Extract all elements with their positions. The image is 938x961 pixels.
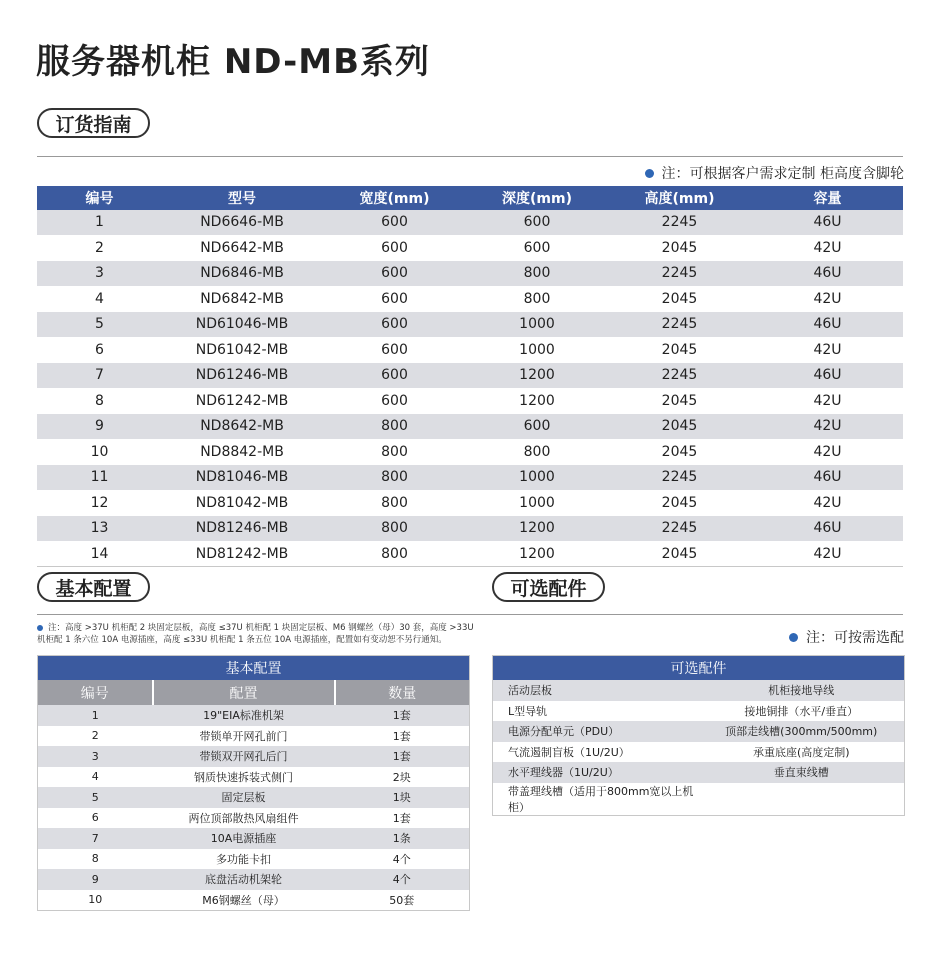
table-cell: 800 (467, 286, 607, 312)
table-cell: 6 (38, 808, 153, 829)
basic-note (37, 622, 477, 646)
basic-note-text: 注：高度 >37U 机柜配 2 块固定层板，高度 ≤37U 机柜配 1 块固定层板、M6 钢螺丝（母）30 套，高度 >33U 机柜配 1 条六位 10A 电源插座，高度 ≤33U 机柜配 1 条五位 10A 电源插座，配置如有变动恕不另行通知。 (37, 623, 474, 645)
table-cell: 1套 (335, 726, 470, 747)
table-row (37, 439, 903, 465)
table-cell: ND81246-MB (162, 516, 322, 542)
order-column-header: 深度(mm) (467, 186, 607, 210)
table-cell: 2045 (607, 286, 752, 312)
table-cell: 46U (752, 261, 903, 287)
table-cell: 1条 (335, 828, 470, 849)
order-table (37, 186, 903, 567)
order-note (645, 163, 904, 183)
optional-parts-table (492, 655, 905, 816)
table-cell: 42U (752, 414, 903, 440)
table-cell: 46U (752, 465, 903, 491)
section-optional-parts: 可选配件 (492, 572, 605, 602)
order-column-header: 高度(mm) (607, 186, 752, 210)
table-row (37, 337, 903, 363)
table-cell: ND61246-MB (162, 363, 322, 389)
table-cell: 9 (38, 869, 153, 890)
table-cell: 顶部走线槽(300mm/500mm) (699, 721, 905, 742)
table-cell: 800 (322, 490, 467, 516)
table-row (37, 235, 903, 261)
table-cell: ND6642-MB (162, 235, 322, 261)
table-cell: 4 (37, 286, 162, 312)
basic-table-title: 基本配置 (38, 656, 470, 681)
table-cell: 1套 (335, 746, 470, 767)
table-cell: 2045 (607, 337, 752, 363)
table-row (493, 742, 905, 763)
table-cell: 42U (752, 286, 903, 312)
table-cell: 50套 (335, 890, 470, 911)
order-column-header: 型号 (162, 186, 322, 210)
table-cell: 电源分配单元（PDU） (493, 721, 699, 742)
table-cell: 1200 (467, 388, 607, 414)
table-cell: 7 (38, 828, 153, 849)
table-row (493, 721, 905, 742)
table-row (37, 414, 903, 440)
table-cell: 4 (38, 767, 153, 788)
table-cell: ND61242-MB (162, 388, 322, 414)
basic-column-header: 配置 (153, 680, 335, 705)
table-cell: 800 (467, 439, 607, 465)
table-cell: 600 (322, 388, 467, 414)
table-cell: 2045 (607, 490, 752, 516)
table-cell: 42U (752, 235, 903, 261)
table-cell: 固定层板 (153, 787, 335, 808)
table-row (38, 746, 470, 767)
optional-note (789, 627, 904, 647)
table-cell: 1200 (467, 363, 607, 389)
table-cell: ND6646-MB (162, 210, 322, 235)
table-row (38, 705, 470, 726)
table-cell: 600 (467, 210, 607, 235)
table-row (38, 869, 470, 890)
table-cell: 46U (752, 516, 903, 542)
divider (37, 156, 903, 157)
table-row (38, 787, 470, 808)
table-row (37, 261, 903, 287)
table-row (38, 890, 470, 911)
table-cell: 1000 (467, 465, 607, 491)
table-cell: 8 (37, 388, 162, 414)
table-row (38, 808, 470, 829)
table-cell: 多功能卡扣 (153, 849, 335, 870)
table-cell: 1000 (467, 337, 607, 363)
table-cell: 带锁单开网孔前门 (153, 726, 335, 747)
table-cell: 2245 (607, 210, 752, 235)
table-cell: 600 (322, 337, 467, 363)
table-cell: 1 (37, 210, 162, 235)
table-cell: 10 (37, 439, 162, 465)
table-cell: 机柜接地导线 (699, 680, 905, 701)
table-cell: 2245 (607, 516, 752, 542)
table-cell: 10 (38, 890, 153, 911)
table-cell: 2045 (607, 414, 752, 440)
basic-config-table (37, 655, 470, 911)
table-cell: 钢质快速拆装式侧门 (153, 767, 335, 788)
table-row (493, 783, 905, 816)
table-row (493, 680, 905, 701)
table-cell: 带锁双开网孔后门 (153, 746, 335, 767)
table-cell: 800 (322, 465, 467, 491)
table-row (37, 516, 903, 542)
divider (37, 614, 903, 615)
table-cell: ND81046-MB (162, 465, 322, 491)
table-cell: 1000 (467, 312, 607, 338)
table-cell: 10A电源插座 (153, 828, 335, 849)
table-row (37, 312, 903, 338)
table-cell: 800 (467, 261, 607, 287)
table-row (37, 541, 903, 567)
table-cell: ND8842-MB (162, 439, 322, 465)
table-cell: 接地铜排（水平/垂直） (699, 701, 905, 722)
order-column-header: 编号 (37, 186, 162, 210)
table-cell: 46U (752, 363, 903, 389)
table-cell: 600 (322, 286, 467, 312)
table-cell: 9 (37, 414, 162, 440)
table-cell: 1000 (467, 490, 607, 516)
table-cell: 2245 (607, 261, 752, 287)
table-cell: ND6842-MB (162, 286, 322, 312)
table-cell: ND81042-MB (162, 490, 322, 516)
table-cell: 800 (322, 414, 467, 440)
table-cell: 4个 (335, 869, 470, 890)
bullet-dot-icon (37, 625, 43, 631)
order-note-text: 注：可根据客户需求定制 柜高度含脚轮 (661, 166, 904, 182)
table-cell: 600 (467, 414, 607, 440)
table-cell: 2045 (607, 388, 752, 414)
table-row (37, 363, 903, 389)
table-cell: 1200 (467, 541, 607, 567)
table-cell: 活动层板 (493, 680, 699, 701)
table-cell: 42U (752, 490, 903, 516)
table-cell: 垂直束线槽 (699, 762, 905, 783)
bullet-dot-icon (789, 633, 798, 642)
basic-column-header: 数量 (335, 680, 470, 705)
table-cell: ND61042-MB (162, 337, 322, 363)
table-row (37, 465, 903, 491)
basic-column-header: 编号 (38, 680, 153, 705)
table-cell: 2245 (607, 465, 752, 491)
table-cell: 2 (38, 726, 153, 747)
table-cell: M6钢螺丝（母） (153, 890, 335, 911)
optional-table-title: 可选配件 (493, 656, 905, 681)
table-cell: 2 (37, 235, 162, 261)
table-cell: 带盖理线槽（适用于800mm宽以上机柜） (493, 783, 699, 816)
table-cell: ND8642-MB (162, 414, 322, 440)
table-cell: ND81242-MB (162, 541, 322, 567)
table-cell: 13 (37, 516, 162, 542)
table-cell: 42U (752, 541, 903, 567)
table-cell: 2045 (607, 541, 752, 567)
table-row (38, 726, 470, 747)
table-cell: 42U (752, 439, 903, 465)
page-title: 服务器机柜 ND-MB系列 (36, 42, 431, 82)
table-row (38, 849, 470, 870)
table-cell: 2045 (607, 439, 752, 465)
table-cell: 2245 (607, 312, 752, 338)
table-cell: 1套 (335, 808, 470, 829)
table-cell: 2045 (607, 235, 752, 261)
table-row (38, 767, 470, 788)
table-cell: 1套 (335, 705, 470, 726)
table-cell: 7 (37, 363, 162, 389)
table-cell: ND61046-MB (162, 312, 322, 338)
table-cell (699, 783, 905, 816)
table-cell: 12 (37, 490, 162, 516)
order-column-header: 宽度(mm) (322, 186, 467, 210)
table-cell: 19"EIA标准机架 (153, 705, 335, 726)
table-cell: 14 (37, 541, 162, 567)
table-cell: 1 (38, 705, 153, 726)
table-row (493, 701, 905, 722)
table-cell: 46U (752, 210, 903, 235)
table-cell: 800 (322, 439, 467, 465)
table-cell: 8 (38, 849, 153, 870)
table-row (37, 210, 903, 235)
table-cell: 800 (322, 516, 467, 542)
table-cell: 2块 (335, 767, 470, 788)
table-cell: 5 (37, 312, 162, 338)
table-row (37, 490, 903, 516)
order-table-header (37, 186, 903, 210)
table-row (38, 828, 470, 849)
table-cell: 600 (322, 235, 467, 261)
table-cell: 底盘活动机架轮 (153, 869, 335, 890)
table-cell: 4个 (335, 849, 470, 870)
section-order-guide: 订货指南 (37, 108, 150, 138)
table-row (37, 286, 903, 312)
table-row (493, 762, 905, 783)
table-cell: 800 (322, 541, 467, 567)
table-cell: 水平理线器（1U/2U） (493, 762, 699, 783)
table-cell: 42U (752, 337, 903, 363)
table-cell: 600 (322, 210, 467, 235)
order-column-header: 容量 (752, 186, 903, 210)
order-table-body (37, 210, 903, 567)
table-cell: 600 (467, 235, 607, 261)
table-cell: 11 (37, 465, 162, 491)
table-cell: 5 (38, 787, 153, 808)
table-cell: 42U (752, 388, 903, 414)
table-cell: 3 (38, 746, 153, 767)
table-cell: 两位顶部散热风扇组件 (153, 808, 335, 829)
table-cell: 1200 (467, 516, 607, 542)
table-cell: 1块 (335, 787, 470, 808)
table-cell: ND6846-MB (162, 261, 322, 287)
table-row (37, 388, 903, 414)
table-cell: 600 (322, 363, 467, 389)
optional-note-text: 注：可按需选配 (806, 630, 904, 646)
table-cell: 气流遏制盲板（1U/2U） (493, 742, 699, 763)
table-cell: 承重底座(高度定制) (699, 742, 905, 763)
table-cell: 6 (37, 337, 162, 363)
table-cell: 600 (322, 312, 467, 338)
table-cell: 2245 (607, 363, 752, 389)
bullet-dot-icon (645, 169, 654, 178)
table-cell: 3 (37, 261, 162, 287)
table-cell: L型导轨 (493, 701, 699, 722)
table-cell: 46U (752, 312, 903, 338)
table-cell: 600 (322, 261, 467, 287)
section-basic-config: 基本配置 (37, 572, 150, 602)
